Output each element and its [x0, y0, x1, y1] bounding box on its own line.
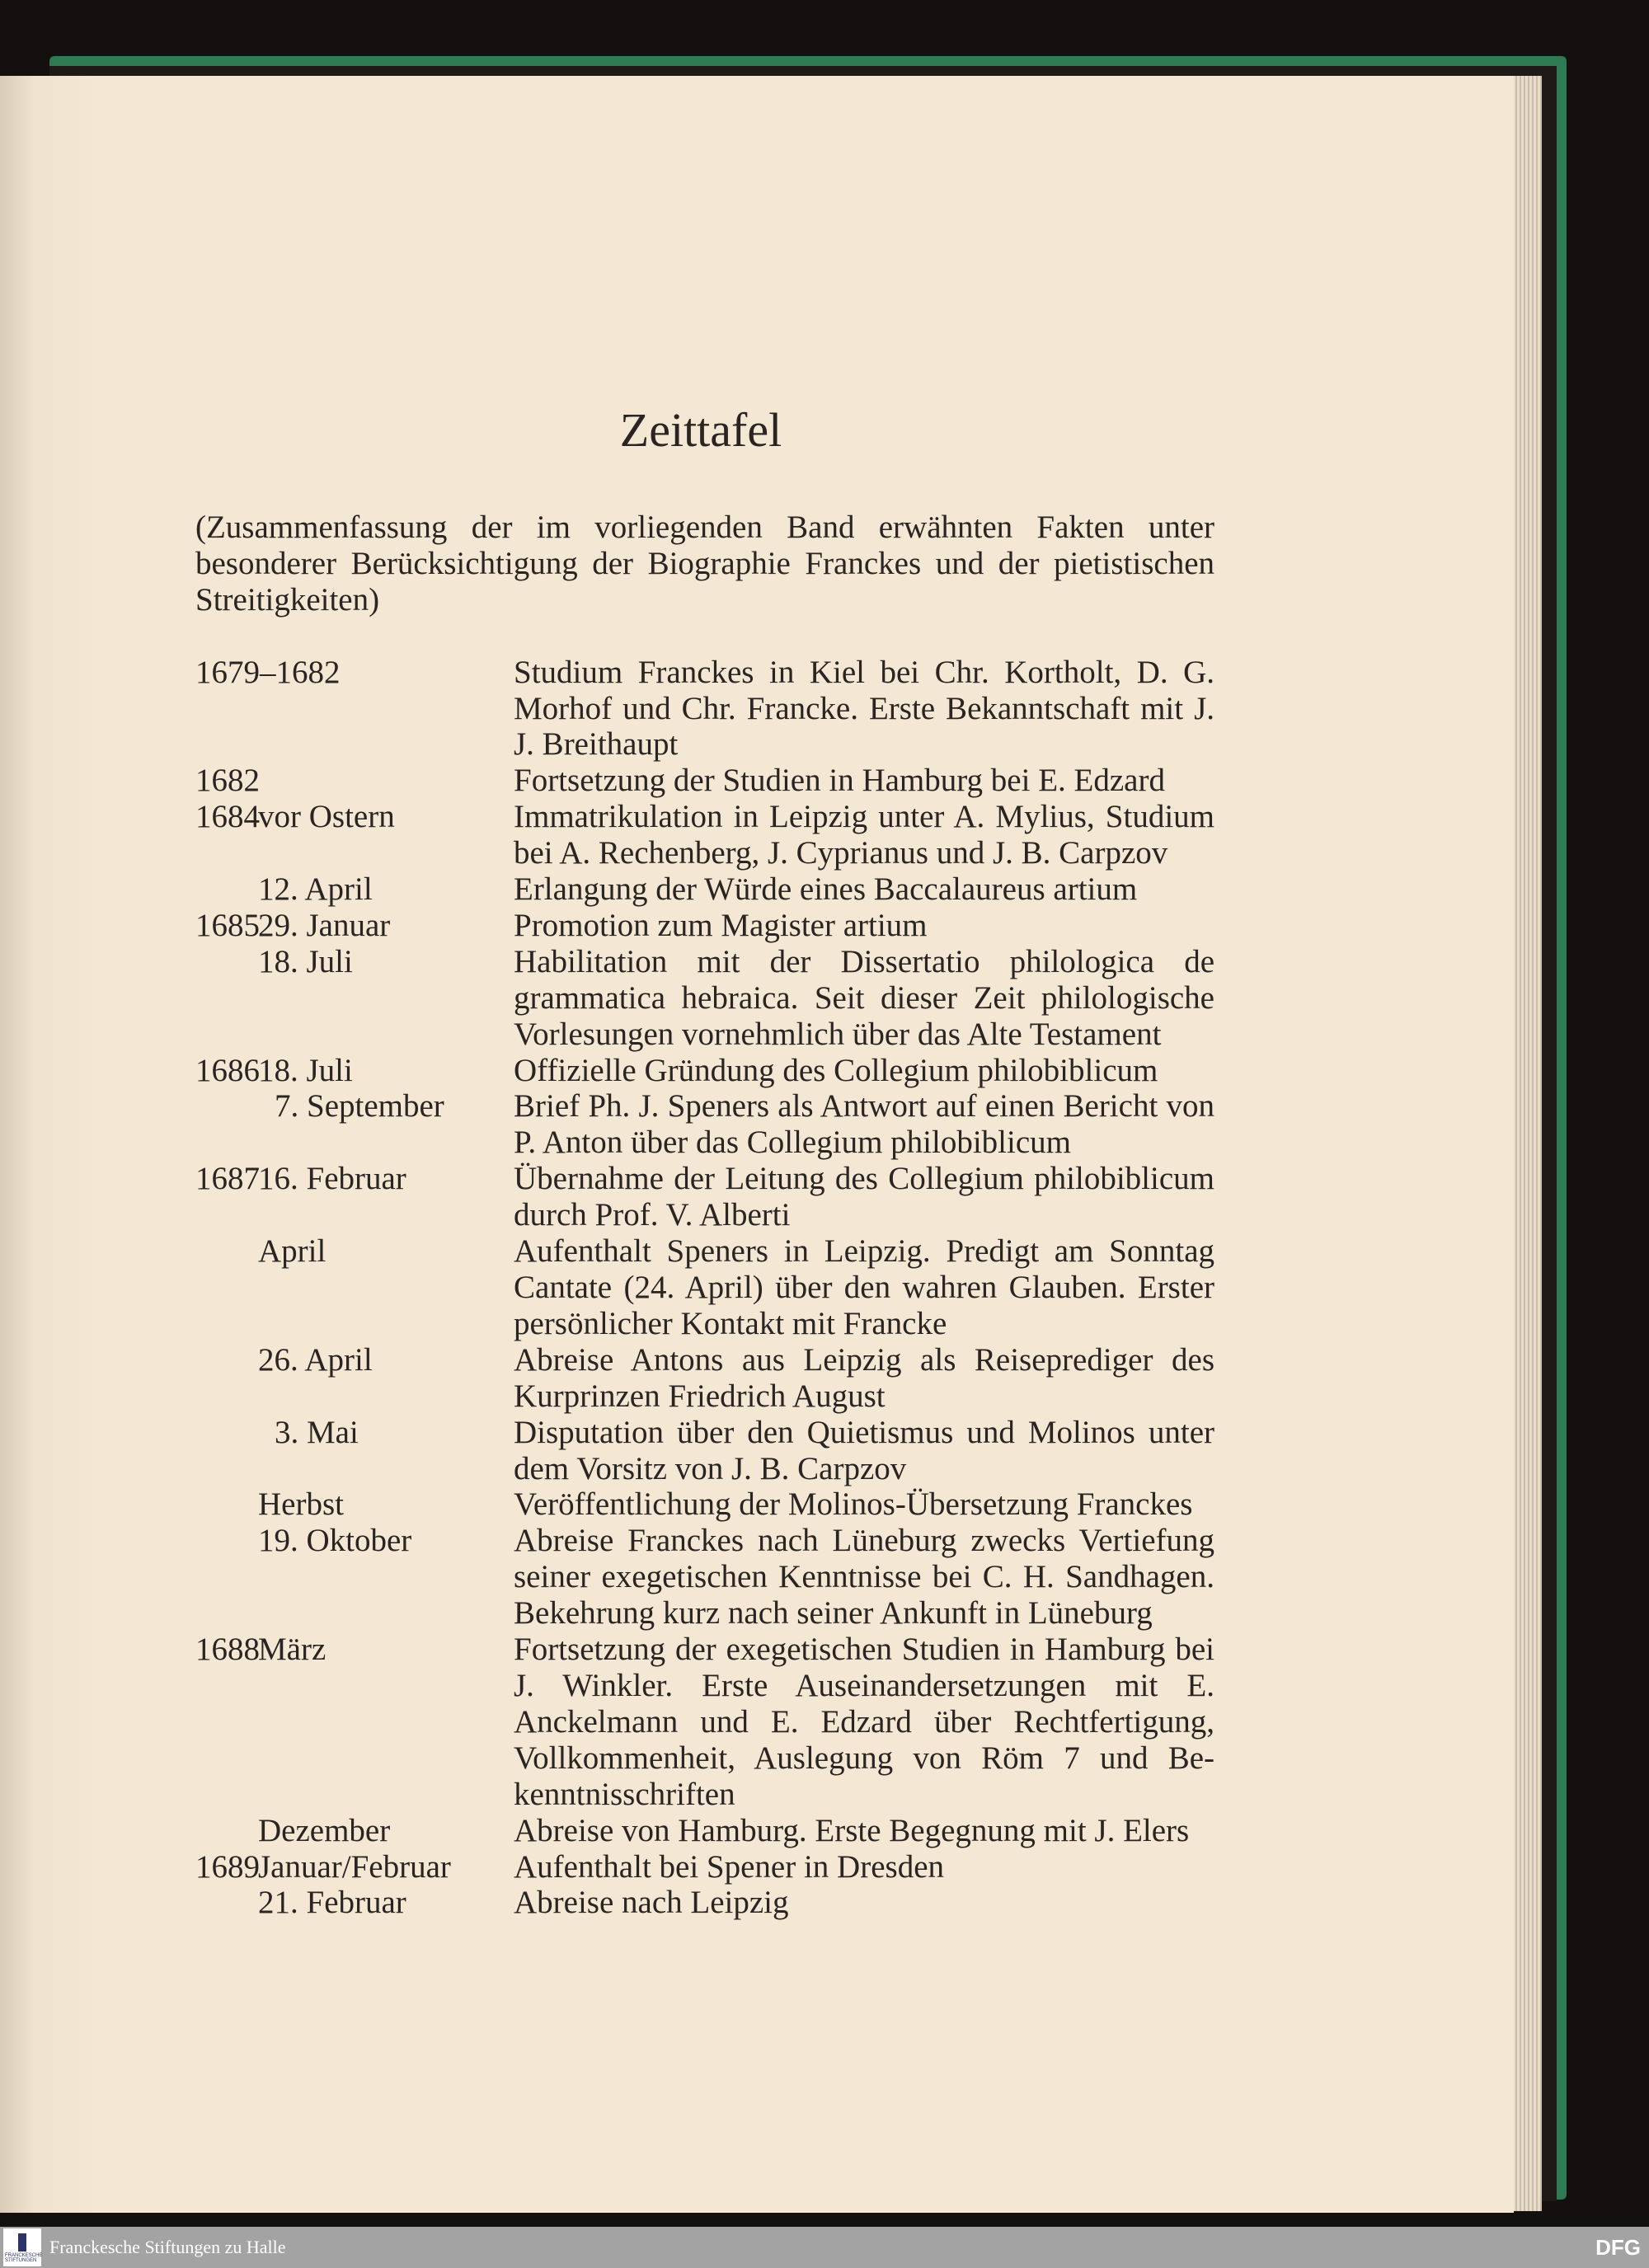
- entry-year: 1685: [195, 907, 260, 943]
- entry-line: Cantate (24. April) über den wahren Glauben. Erster: [514, 1270, 1214, 1306]
- chronology-entry: [195, 1342, 1214, 1415]
- institution-name[interactable]: Franckesche Stiftungen zu Halle: [49, 2237, 286, 2257]
- entry-year: 1679–1682: [195, 654, 341, 690]
- entry-text: [514, 944, 1214, 1053]
- entry-line: durch Prof. V. Alberti: [514, 1197, 791, 1233]
- entry-year: [195, 1486, 258, 1523]
- entry-date: vor Ostern: [258, 799, 395, 835]
- entry-line: Veröffentlichung der Molinos-Übersetzung Franckes: [514, 1486, 1193, 1523]
- entry-text: [514, 1486, 1214, 1523]
- entry-line: Aufenthalt bei Spener in Dresden: [514, 1848, 945, 1885]
- entry-line: kenntnisschriften: [514, 1776, 735, 1812]
- entry-date: 12. April: [258, 871, 373, 908]
- chronology-entry: [195, 1523, 1214, 1632]
- entry-year: [195, 1813, 258, 1849]
- chronology: [195, 509, 1214, 1921]
- entry-year: [195, 1342, 258, 1415]
- entry-text: [514, 1342, 1214, 1415]
- entry-line: Vollkommenheit, Auslegung von Röm 7 und Be-: [514, 1740, 1214, 1776]
- entry-year: 1687: [195, 1161, 260, 1197]
- chronology-entry: [195, 1486, 1214, 1523]
- entry-date: 21. Februar: [258, 1885, 406, 1921]
- entry-year: 1689: [195, 1848, 260, 1885]
- entry-date: [258, 763, 514, 799]
- entry-line: seiner exegetischen Kenntnisse bei C. H. Sandhagen.: [514, 1559, 1214, 1595]
- entry-date: März: [258, 1632, 327, 1668]
- entry-line: Kurprinzen Friedrich August: [514, 1378, 886, 1414]
- entry-text: [514, 1813, 1214, 1849]
- intro-line: (Zusammenfassung der im vorliegenden Band erwähnten Fakten unter: [195, 509, 1214, 545]
- entry-line: Aufenthalt Speners in Leipzig. Predigt am Sonntag: [514, 1233, 1214, 1270]
- entry-line: P. Anton über das Collegium philobiblicum: [514, 1125, 1071, 1161]
- entry-text: [514, 1161, 1214, 1233]
- entry-line: Offizielle Gründung des Collegium philobiblicum: [514, 1052, 1158, 1088]
- chronology-entries: [195, 655, 1214, 1922]
- entry-line: Bekehrung kurz nach seiner Ankunft in Lüneburg: [514, 1595, 1153, 1632]
- chronology-entry: [195, 1632, 1214, 1813]
- entry-line: Abreise von Hamburg. Erste Begegnung mit J. Elers: [514, 1812, 1190, 1848]
- entry-line: Brief Ph. J. Speners als Antwort auf einen Bericht von: [514, 1088, 1214, 1125]
- entry-line: Übernahme der Leitung des Collegium philobiblicum: [514, 1161, 1214, 1197]
- entry-text: [514, 1053, 1214, 1089]
- entry-line: Immatrikulation in Leipzig unter A. Mylius, Studium: [514, 799, 1214, 835]
- entry-text: [514, 871, 1214, 908]
- footer-bar: [0, 2227, 1649, 2268]
- entry-year: 1682: [195, 763, 260, 799]
- entry-date: 18. Juli: [258, 1052, 353, 1088]
- entry-text: [514, 1885, 1214, 1921]
- entry-date: Herbst: [258, 1486, 344, 1523]
- entry-line: Studium Franckes in Kiel bei Chr. Kortholt, D. G.: [514, 654, 1214, 690]
- entry-year: [195, 1088, 258, 1161]
- entry-text: [514, 655, 1214, 763]
- entry-text: [514, 1523, 1214, 1632]
- entry-text: [514, 908, 1214, 944]
- entry-date: 26. April: [258, 1341, 373, 1378]
- entry-year: 1686: [195, 1052, 260, 1088]
- entry-text: [514, 1632, 1214, 1813]
- chronology-entry: [195, 1233, 1214, 1342]
- entry-text: [514, 1233, 1214, 1342]
- entry-text: [514, 1415, 1214, 1487]
- entry-date: Dezember: [258, 1812, 391, 1848]
- entry-year: [195, 1233, 258, 1342]
- entry-year: 1688: [195, 1632, 260, 1668]
- intro-line: Streitigkeiten): [195, 581, 380, 617]
- entry-line: Abreise Antons aus Leipzig als Reiseprediger des: [514, 1341, 1214, 1378]
- page-title: Zeittafel: [619, 403, 782, 457]
- entry-date: 7. September: [275, 1088, 444, 1125]
- chronology-entry: [195, 763, 1214, 799]
- entry-line: Disputation über den Quietismus und Molinos unter: [514, 1414, 1214, 1450]
- chronology-entry: [195, 1885, 1214, 1921]
- entry-line: J. Breithaupt: [514, 726, 679, 763]
- entry-line: Anckelmann und E. Edzard über Rechtfertigung,: [514, 1703, 1214, 1740]
- entry-year: [195, 1415, 258, 1487]
- entry-line: dem Vorsitz von J. B. Carpzov: [514, 1450, 907, 1486]
- chronology-entry: [195, 799, 1214, 871]
- institution-logo[interactable]: FRANCKESCHE STIFTUNGEN: [3, 2228, 41, 2266]
- entry-date: 19. Oktober: [258, 1523, 412, 1559]
- entry-date: Januar/Februar: [258, 1848, 451, 1885]
- entry-line: Abreise nach Leipzig: [514, 1885, 789, 1921]
- spacer: [195, 618, 1214, 655]
- entry-line: Habilitation mit der Dissertatio philologica de: [514, 943, 1214, 979]
- entry-text: [514, 763, 1214, 799]
- chronology-entry: [195, 871, 1214, 908]
- entry-line: bei A. Rechenberg, J. Cyprianus und J. B. Carpzov: [514, 835, 1168, 871]
- entry-line: Abreise Franckes nach Lüneburg zwecks Vertiefung: [514, 1523, 1214, 1559]
- chronology-entry: [195, 1161, 1214, 1233]
- entry-date: 18. Juli: [258, 943, 353, 979]
- entry-year: [195, 1885, 258, 1921]
- entry-line: Fortsetzung der Studien in Hamburg bei E. Edzard: [514, 763, 1165, 799]
- chronology-entry: [195, 1088, 1214, 1161]
- entry-line: grammatica hebraica. Seit dieser Zeit philologische: [514, 979, 1214, 1016]
- entry-year: [195, 871, 258, 908]
- dfg-logo[interactable]: DFG: [1595, 2235, 1641, 2260]
- intro-line: besonderer Berücksichtigung der Biographie Franckes und der pietistischen: [195, 545, 1214, 581]
- entry-line: Morhof und Chr. Francke. Erste Bekanntschaft mit J.: [514, 690, 1214, 726]
- entry-line: Erlangung der Würde eines Baccalaureus artium: [514, 871, 1138, 908]
- entry-year: 1684: [195, 799, 260, 835]
- entry-year: [195, 1523, 258, 1632]
- entry-line: Promotion zum Magister artium: [514, 907, 928, 943]
- entry-line: persönlicher Kontakt mit Francke: [514, 1305, 947, 1341]
- entry-line: Fortsetzung der exegetischen Studien in Hamburg bei: [514, 1632, 1214, 1668]
- entry-text: [514, 799, 1214, 871]
- entry-date: April: [258, 1233, 327, 1270]
- chronology-entry: [195, 1415, 1214, 1487]
- intro-paragraph: [195, 509, 1214, 618]
- entry-year: [195, 944, 258, 1053]
- chronology-entry: [195, 908, 1214, 944]
- entry-text: [514, 1088, 1214, 1161]
- entry-date: 29. Januar: [258, 907, 391, 943]
- entry-text: [514, 1849, 1214, 1885]
- chronology-entry: [195, 1813, 1214, 1849]
- entry-date: 16. Februar: [258, 1161, 406, 1197]
- entry-line: Vorlesungen vornehmlich über das Alte Testament: [514, 1016, 1162, 1052]
- entry-date: 3. Mai: [275, 1414, 359, 1450]
- chronology-entry: [195, 944, 1214, 1053]
- entry-line: J. Winkler. Erste Auseinandersetzungen mit E.: [514, 1667, 1214, 1703]
- chronology-entry: [195, 1849, 1214, 1885]
- chronology-entry: [195, 655, 1214, 763]
- chronology-entry: [195, 1053, 1214, 1089]
